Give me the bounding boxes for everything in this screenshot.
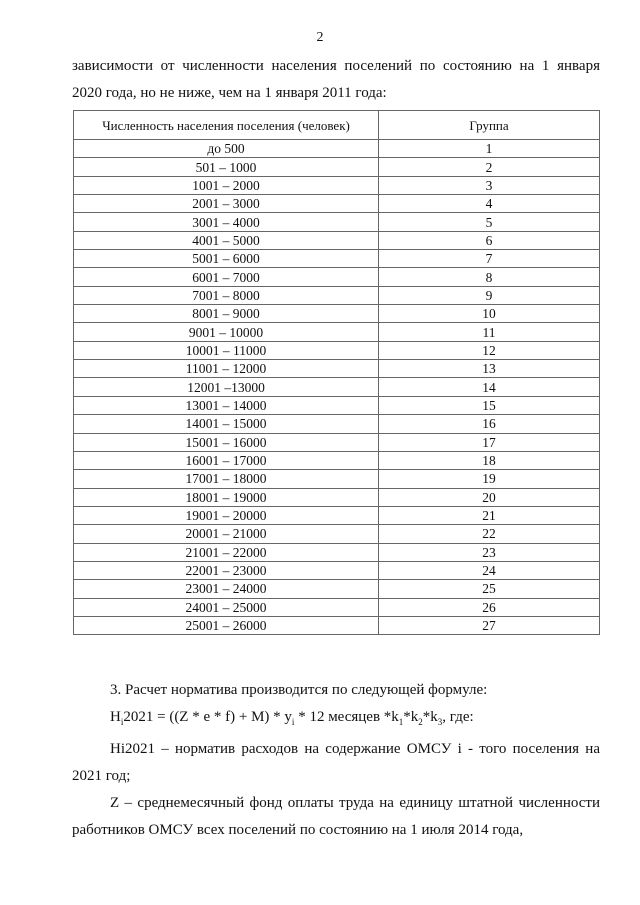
formula-k1-sub: 1 — [398, 717, 404, 727]
formula-lhs-sub: i — [120, 717, 124, 727]
paragraph-z: Z – среднемесячный фонд оплаты труда на единицу штатной численности работников ОМСУ всех поселений по состоянию на 1 июля 2014 года, — [72, 795, 600, 838]
formula-part1: 2021 = ((Z * e * f) + M) * y — [123, 709, 292, 725]
population-range-cell: 2001 – 3000 — [74, 195, 379, 213]
population-range-cell: 4001 – 5000 — [74, 231, 379, 249]
population-range-cell: 14001 – 15000 — [74, 415, 379, 433]
section-heading: 3. Расчет норматива производится по следующей формуле: — [110, 682, 488, 698]
table-row — [74, 231, 600, 249]
group-number-cell: 15 — [379, 396, 600, 414]
group-number-cell: 21 — [379, 506, 600, 524]
population-range-cell: 24001 – 25000 — [74, 598, 379, 616]
formula-k3-prefix: *k — [422, 709, 438, 725]
table-row — [74, 195, 600, 213]
table-header-row — [74, 111, 600, 140]
page-number: 2 — [316, 30, 324, 45]
formula-tail: , где: — [442, 709, 474, 725]
group-number-cell: 3 — [379, 176, 600, 194]
formula-k3-sub: 3 — [437, 717, 443, 727]
group-number-cell: 5 — [379, 213, 600, 231]
population-range-cell: до 500 — [74, 140, 379, 158]
table-row — [74, 360, 600, 378]
group-number-cell: 18 — [379, 451, 600, 469]
group-number-cell: 14 — [379, 378, 600, 396]
paragraph-hi: Hi2021 – норматив расходов на содержание ОМСУ i - того поселения на 2021 год; — [72, 741, 600, 784]
group-number-cell: 26 — [379, 598, 600, 616]
intro-line-2: 2020 года, но не ниже, чем на 1 января 2011 года: — [72, 85, 387, 101]
group-number-cell: 7 — [379, 250, 600, 268]
table-row — [74, 140, 600, 158]
header-group: Группа — [379, 111, 600, 140]
group-number-cell: 24 — [379, 561, 600, 579]
group-number-cell: 8 — [379, 268, 600, 286]
table-row — [74, 305, 600, 323]
group-number-cell: 19 — [379, 470, 600, 488]
population-range-cell: 8001 – 9000 — [74, 305, 379, 323]
table-row — [74, 378, 600, 396]
table-row — [74, 616, 600, 634]
population-range-cell: 11001 – 12000 — [74, 360, 379, 378]
group-number-cell: 9 — [379, 286, 600, 304]
group-number-cell: 1 — [379, 140, 600, 158]
group-number-cell: 22 — [379, 525, 600, 543]
table-row — [74, 396, 600, 414]
population-range-cell: 3001 – 4000 — [74, 213, 379, 231]
table-body — [74, 140, 600, 635]
table-row — [74, 158, 600, 176]
formula-lhs: Н — [110, 709, 121, 725]
group-number-cell: 2 — [379, 158, 600, 176]
intro-line-1: зависимости от численности населения поселений по состоянию на 1 января — [72, 58, 600, 74]
population-range-cell: 12001 –13000 — [74, 378, 379, 396]
formula-k2-sub: 2 — [418, 717, 423, 727]
population-range-cell: 7001 – 8000 — [74, 286, 379, 304]
population-range-cell: 6001 – 7000 — [74, 268, 379, 286]
population-range-cell: 13001 – 14000 — [74, 396, 379, 414]
table-row — [74, 580, 600, 598]
group-number-cell: 20 — [379, 488, 600, 506]
group-number-cell: 17 — [379, 433, 600, 451]
group-number-cell: 6 — [379, 231, 600, 249]
group-number-cell: 4 — [379, 195, 600, 213]
table-row — [74, 561, 600, 579]
intro-paragraph — [72, 53, 600, 107]
formula-part2: * 12 месяцев *k — [294, 709, 399, 725]
population-range-cell: 5001 – 6000 — [74, 250, 379, 268]
population-range-cell: 16001 – 17000 — [74, 451, 379, 469]
population-range-cell: 20001 – 21000 — [74, 525, 379, 543]
table-row — [74, 268, 600, 286]
group-number-cell: 27 — [379, 616, 600, 634]
formula-y-sub: i — [291, 717, 295, 727]
population-range-cell: 17001 – 18000 — [74, 470, 379, 488]
table-row — [74, 323, 600, 341]
table-row — [74, 451, 600, 469]
table-row — [74, 176, 600, 194]
population-range-cell: 1001 – 2000 — [74, 176, 379, 194]
group-number-cell: 10 — [379, 305, 600, 323]
population-range-cell: 21001 – 22000 — [74, 543, 379, 561]
table-row — [74, 488, 600, 506]
header-population: Численность населения поселения (человек) — [74, 111, 379, 140]
table-row — [74, 286, 600, 304]
group-number-cell: 16 — [379, 415, 600, 433]
group-number-cell: 25 — [379, 580, 600, 598]
population-range-cell: 15001 – 16000 — [74, 433, 379, 451]
population-range-cell: 19001 – 20000 — [74, 506, 379, 524]
table-row — [74, 543, 600, 561]
population-range-cell: 10001 – 11000 — [74, 341, 379, 359]
table-row — [74, 341, 600, 359]
population-range-cell: 23001 – 24000 — [74, 580, 379, 598]
formula-k2-prefix: *k — [403, 709, 419, 725]
population-range-cell: 501 – 1000 — [74, 158, 379, 176]
table-row — [74, 525, 600, 543]
table-row — [74, 250, 600, 268]
body-text — [72, 677, 600, 844]
table-row — [74, 506, 600, 524]
table-row — [74, 213, 600, 231]
population-range-cell: 18001 – 19000 — [74, 488, 379, 506]
table-row — [74, 433, 600, 451]
population-range-cell: 22001 – 23000 — [74, 561, 379, 579]
group-number-cell: 12 — [379, 341, 600, 359]
table-row — [74, 470, 600, 488]
table-row — [74, 598, 600, 616]
population-range-cell: 25001 – 26000 — [74, 616, 379, 634]
group-number-cell: 13 — [379, 360, 600, 378]
population-range-cell: 9001 – 10000 — [74, 323, 379, 341]
formula — [72, 704, 600, 736]
group-number-cell: 11 — [379, 323, 600, 341]
population-group-table — [73, 110, 600, 635]
table-row — [74, 415, 600, 433]
group-number-cell: 23 — [379, 543, 600, 561]
